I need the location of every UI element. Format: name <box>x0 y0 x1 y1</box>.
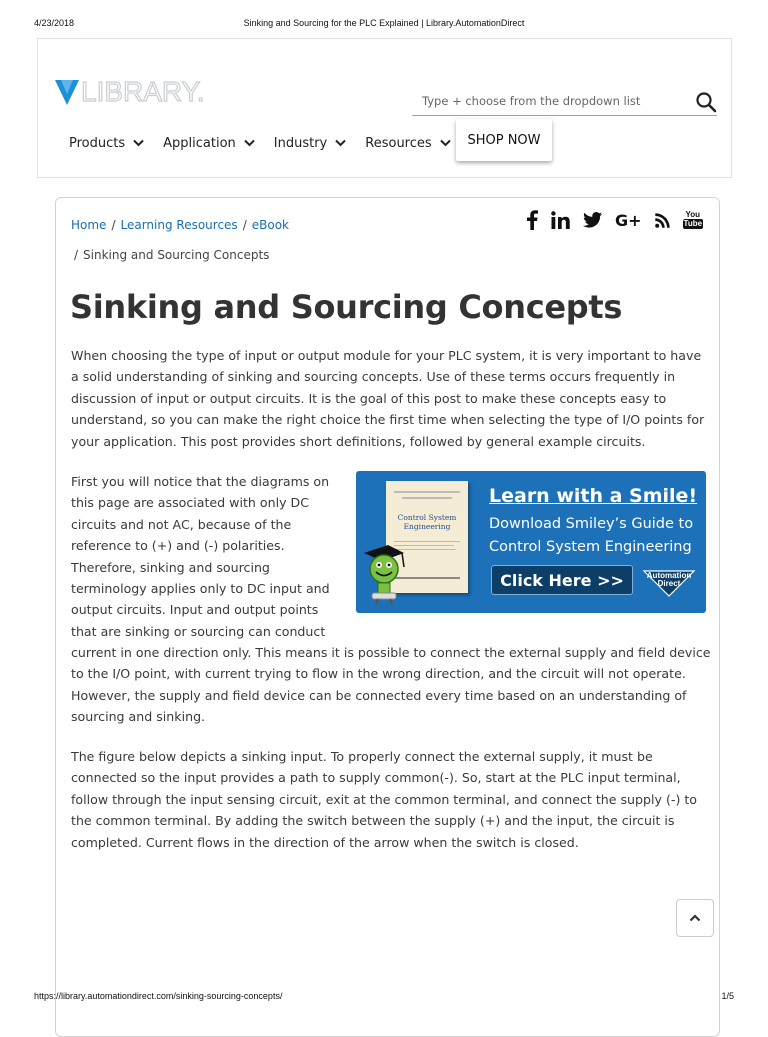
click-here-button[interactable]: Click Here >> <box>491 565 633 595</box>
intro-paragraph: When choosing the type of input or output module for your PLC system, it is very important to have a solid understanding of sinking and sourcing concepts. Use of these terms occurs frequently in discussion of input or output circuits. It is the goal of this post to make these concepts easy to understand, so you can make the right choice the first time when selecting the type of I/O points for your application. This post provides short definitions, followed by general example circuits. <box>71 348 705 449</box>
google-plus-icon[interactable] <box>615 211 642 230</box>
nav-industry[interactable] <box>274 123 346 163</box>
ad-subtext-line-1: Download Smiley’s Guide to <box>489 516 694 532</box>
breadcrumb-home[interactable]: Home <box>71 218 107 232</box>
chevron-down-icon <box>335 139 346 147</box>
shop-now-button[interactable]: SHOP NOW <box>456 119 552 161</box>
page-title: Sinking and Sourcing Concepts <box>70 288 623 326</box>
ad-banner[interactable] <box>356 471 706 613</box>
article-card <box>55 197 720 1037</box>
search-icon[interactable] <box>695 91 717 113</box>
search-input[interactable] <box>422 91 682 111</box>
nav-resources[interactable] <box>365 123 450 163</box>
print-doc-title: Sinking and Sourcing for the PLC Explained | Library.AutomationDirect <box>243 18 525 28</box>
ad-logo-line-1: Automation <box>646 571 692 580</box>
print-url: https://library.automationdirect.com/sinking-sourcing-concepts/ <box>34 991 283 1001</box>
print-header <box>0 18 768 32</box>
ebook-cover-title: Control System Engineering <box>397 513 457 531</box>
nav-industry-label: Industry <box>273 135 328 151</box>
breadcrumb-current: Sinking and Sourcing Concepts <box>83 248 270 262</box>
social-links <box>526 208 716 232</box>
nav-products-label: Products <box>69 135 126 151</box>
breadcrumb-ebook[interactable]: eBook <box>251 218 289 232</box>
breadcrumb-separator: / <box>111 218 116 232</box>
site-header <box>37 38 732 178</box>
search-bar <box>412 89 717 116</box>
sinking-input-paragraph: The figure below depicts a sinking input. To properly connect the external supply, it must be connected so the input provides a path to supply common(-). So, start at the PLC input terminal, follow through the input sensing circuit, exit at the common terminal, and connect the supply (-) to the common terminal. By adding the switch between the supply (+) and the input, the circuit is completed. Current flows in the direction of the arrow when the switch is closed. <box>71 749 697 850</box>
breadcrumb <box>71 218 289 232</box>
ad-headline: Learn with a Smile! <box>489 485 698 507</box>
google-plus-text: G+ <box>615 210 642 230</box>
back-to-top-button[interactable] <box>676 899 714 937</box>
print-date: 4/23/2018 <box>34 18 75 28</box>
nav-application-label: Application <box>163 135 236 151</box>
breadcrumb-separator: / <box>242 218 247 232</box>
youtube-icon[interactable] <box>683 211 704 229</box>
chevron-down-icon <box>133 139 144 147</box>
breadcrumb-learning-resources[interactable]: Learning Resources <box>120 218 238 232</box>
ad-subtext <box>489 513 693 558</box>
logo-text: LIBRARY. <box>81 76 205 107</box>
chevron-down-icon <box>440 139 451 147</box>
automationdirect-logo <box>642 567 696 597</box>
dc-circuits-paragraph-part1: First you will notice that the diagrams on this page are associated with only DC circuits and not AC, because of the reference to (+) and (-) polarities. Therefore, sinking and sourcing terminology applies only to DC input and output circuits. Input and output points that are sinking or sourcing can conduct <box>71 474 330 639</box>
twitter-icon[interactable] <box>583 212 602 228</box>
youtube-top-text: You <box>685 210 701 219</box>
linkedin-icon[interactable] <box>551 211 570 229</box>
dc-circuits-paragraph-part2: current in one direction only. This means it is possible to connect the external supply and field device to the I/O point, with current trying to flow in the wrong direction, and the circuit will not operate. However, the supply and field device can be connected every time based on an understanding of sourcing and sinking. <box>71 645 711 725</box>
nav-products[interactable] <box>69 123 144 163</box>
nav-application[interactable] <box>163 123 255 163</box>
youtube-bottom-text: Tube <box>683 219 703 228</box>
ad-logo-line-2: Direct <box>657 579 681 588</box>
nav-resources-label: Resources <box>365 135 432 151</box>
rss-icon[interactable] <box>655 213 670 228</box>
smiley-mascot-icon <box>358 539 410 607</box>
breadcrumb-separator: / <box>74 248 79 262</box>
facebook-icon[interactable] <box>526 210 538 230</box>
logo-arrow-icon <box>55 78 79 106</box>
print-page-number: 1/5 <box>721 991 734 1001</box>
main-nav <box>69 123 470 163</box>
ad-subtext-line-2: Control System Engineering <box>489 538 692 555</box>
site-logo[interactable] <box>55 77 204 107</box>
breadcrumb-current-row <box>71 248 269 262</box>
chevron-down-icon <box>244 139 255 147</box>
chevron-up-icon <box>689 914 701 922</box>
